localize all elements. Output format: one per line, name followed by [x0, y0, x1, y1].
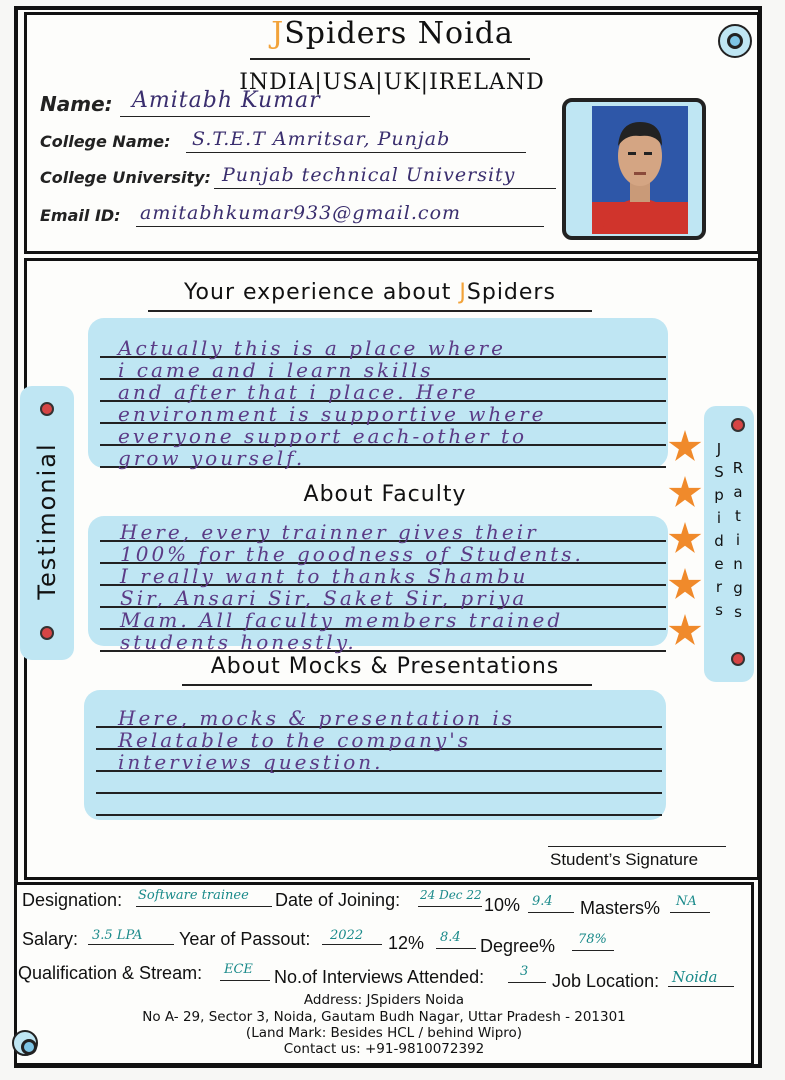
- handwritten-line: i came and i learn skills: [118, 358, 434, 382]
- experience-title-prefix: Your experience about: [184, 280, 460, 305]
- masters-label: Masters%: [580, 898, 661, 918]
- handwritten-line: Mam. All faculty members trained: [120, 608, 564, 632]
- rating-letter: s: [715, 601, 723, 619]
- rating-letter: s: [734, 603, 742, 621]
- rating-letter: t: [735, 507, 741, 525]
- college-value: S.T.E.T Amritsar, Punjab: [192, 128, 451, 150]
- masters-value: NA: [676, 894, 697, 909]
- brand-underline: [250, 58, 530, 60]
- experience-title-j: J: [459, 280, 467, 305]
- college-line: [186, 152, 526, 153]
- rating-letter: J: [716, 440, 722, 458]
- location-value: Noida: [672, 968, 718, 986]
- mocks-title: About Mocks & Presentations: [210, 654, 560, 679]
- ring-icon: [731, 652, 745, 666]
- brand-j: J: [271, 16, 285, 51]
- rating-letter: d: [714, 532, 724, 550]
- college-label: College Name:: [40, 132, 171, 151]
- passout-value: 2022: [330, 928, 364, 943]
- university-value: Punjab technical University: [222, 164, 516, 186]
- salary-label: Salary:: [22, 929, 79, 949]
- handwritten-line: Here, mocks & presentation is: [118, 706, 516, 730]
- address-line-1: Address: JSpiders Noida: [303, 992, 465, 1008]
- name-line: [120, 116, 370, 117]
- address-line-3: (Land Mark: Besides HCL / behind Wipro): [245, 1025, 523, 1041]
- doj-line: [418, 906, 482, 907]
- rating-letter: i: [735, 531, 741, 549]
- ruled-line: [96, 792, 662, 794]
- salary-value: 3.5 LPA: [92, 928, 143, 943]
- mocks-title-underline: [182, 684, 592, 686]
- designation-value: Software trainee: [138, 888, 249, 903]
- signature-line: [548, 846, 726, 847]
- rating-letter: i: [716, 509, 722, 527]
- testimonial-label-wrap: [22, 418, 72, 624]
- name-value: Amitabh Kumar: [132, 88, 321, 113]
- rating-letter: e: [714, 555, 724, 573]
- testimonial-label: Testimonial: [33, 442, 61, 600]
- rating-letter: R: [732, 459, 744, 477]
- university-label: College University:: [40, 168, 211, 187]
- address-line-2: No A- 29, Sector 3, Noida, Gautam Budh Nagar, Uttar Pradesh - 201301: [142, 1009, 626, 1025]
- handwritten-line: and after that i place. Here: [118, 380, 479, 404]
- handwritten-line: Relatable to the company's: [118, 728, 471, 752]
- degree-line: [572, 950, 614, 951]
- passout-line: [322, 944, 382, 945]
- ring-icon: [40, 402, 54, 416]
- tenth-label: 10%: [484, 895, 521, 915]
- degree-value: 78%: [578, 932, 607, 947]
- ring-icon: [40, 626, 54, 640]
- experience-title-underline: [148, 310, 592, 312]
- degree-label: Degree%: [480, 936, 556, 956]
- designation-label: Designation:: [22, 890, 123, 910]
- handwritten-line: grow yourself.: [118, 446, 306, 470]
- tenth-value: 9.4: [532, 894, 553, 909]
- masters-line: [670, 912, 710, 913]
- brand-title: [0, 16, 785, 51]
- handwritten-line: 100% for the goodness of Students.: [120, 542, 584, 566]
- rating-letter: n: [733, 555, 743, 573]
- handwritten-line: Sir, Ansari Sir, Saket Sir, priya: [120, 586, 528, 610]
- handwritten-line: everyone support each-other to: [118, 424, 528, 448]
- doj-value: 24 Dec 22: [420, 888, 482, 902]
- qual-value: ECE: [224, 962, 253, 977]
- experience-title-suffix: Spiders: [466, 280, 556, 305]
- corner-dot-icon: [12, 1030, 38, 1056]
- ratings-word-ratings: [729, 456, 747, 624]
- handwritten-line: students honestly.: [120, 630, 357, 654]
- email-value: amitabhkumar933@gmail.com: [140, 202, 462, 224]
- interviews-value: 3: [520, 964, 529, 979]
- experience-title: [90, 280, 650, 305]
- ruled-line: [96, 814, 662, 816]
- twelfth-line: [436, 948, 476, 949]
- faculty-title: About Faculty: [303, 482, 467, 507]
- handwritten-line: Actually this is a place where: [118, 336, 506, 360]
- name-label: Name:: [40, 92, 113, 116]
- qual-line: [220, 980, 270, 981]
- passout-label: Year of Passout:: [179, 929, 311, 949]
- qual-label: Qualification & Stream:: [18, 963, 203, 983]
- email-line: [136, 226, 544, 227]
- rating-letter: p: [714, 486, 724, 504]
- handwritten-line: interviews question.: [118, 750, 384, 774]
- handwritten-line: environment is supportive where: [118, 402, 547, 426]
- ratings-word-jspiders: [710, 438, 728, 622]
- university-line: [214, 188, 556, 189]
- brand-rest: Spiders Noida: [284, 16, 514, 51]
- doj-label: Date of Joining:: [275, 890, 401, 910]
- email-label: Email ID:: [40, 206, 121, 225]
- designation-line: [136, 906, 272, 907]
- twelfth-value: 8.4: [440, 930, 461, 945]
- location-line: [668, 986, 734, 987]
- rating-letter: g: [733, 579, 743, 597]
- interviews-label: No.of Interviews Attended:: [274, 967, 485, 987]
- contact: Contact us: +91-9810072392: [283, 1041, 485, 1057]
- rating-letter: S: [714, 463, 724, 481]
- rating-letter: a: [733, 483, 743, 501]
- location-label: Job Location:: [552, 971, 660, 991]
- salary-line: [88, 944, 174, 945]
- twelfth-label: 12%: [388, 933, 425, 953]
- ring-icon: [731, 418, 745, 432]
- interviews-line: [508, 982, 546, 983]
- signature-label: Student’s Signature: [550, 850, 699, 869]
- rating-letter: r: [715, 578, 723, 596]
- person-photo: [592, 106, 688, 234]
- handwritten-line: I really want to thanks Shambu: [120, 564, 529, 588]
- tenth-line: [528, 912, 574, 913]
- countries: INDIA|USA|UK|IRELAND: [239, 70, 545, 95]
- handwritten-line: Here, every trainner gives their: [120, 520, 539, 544]
